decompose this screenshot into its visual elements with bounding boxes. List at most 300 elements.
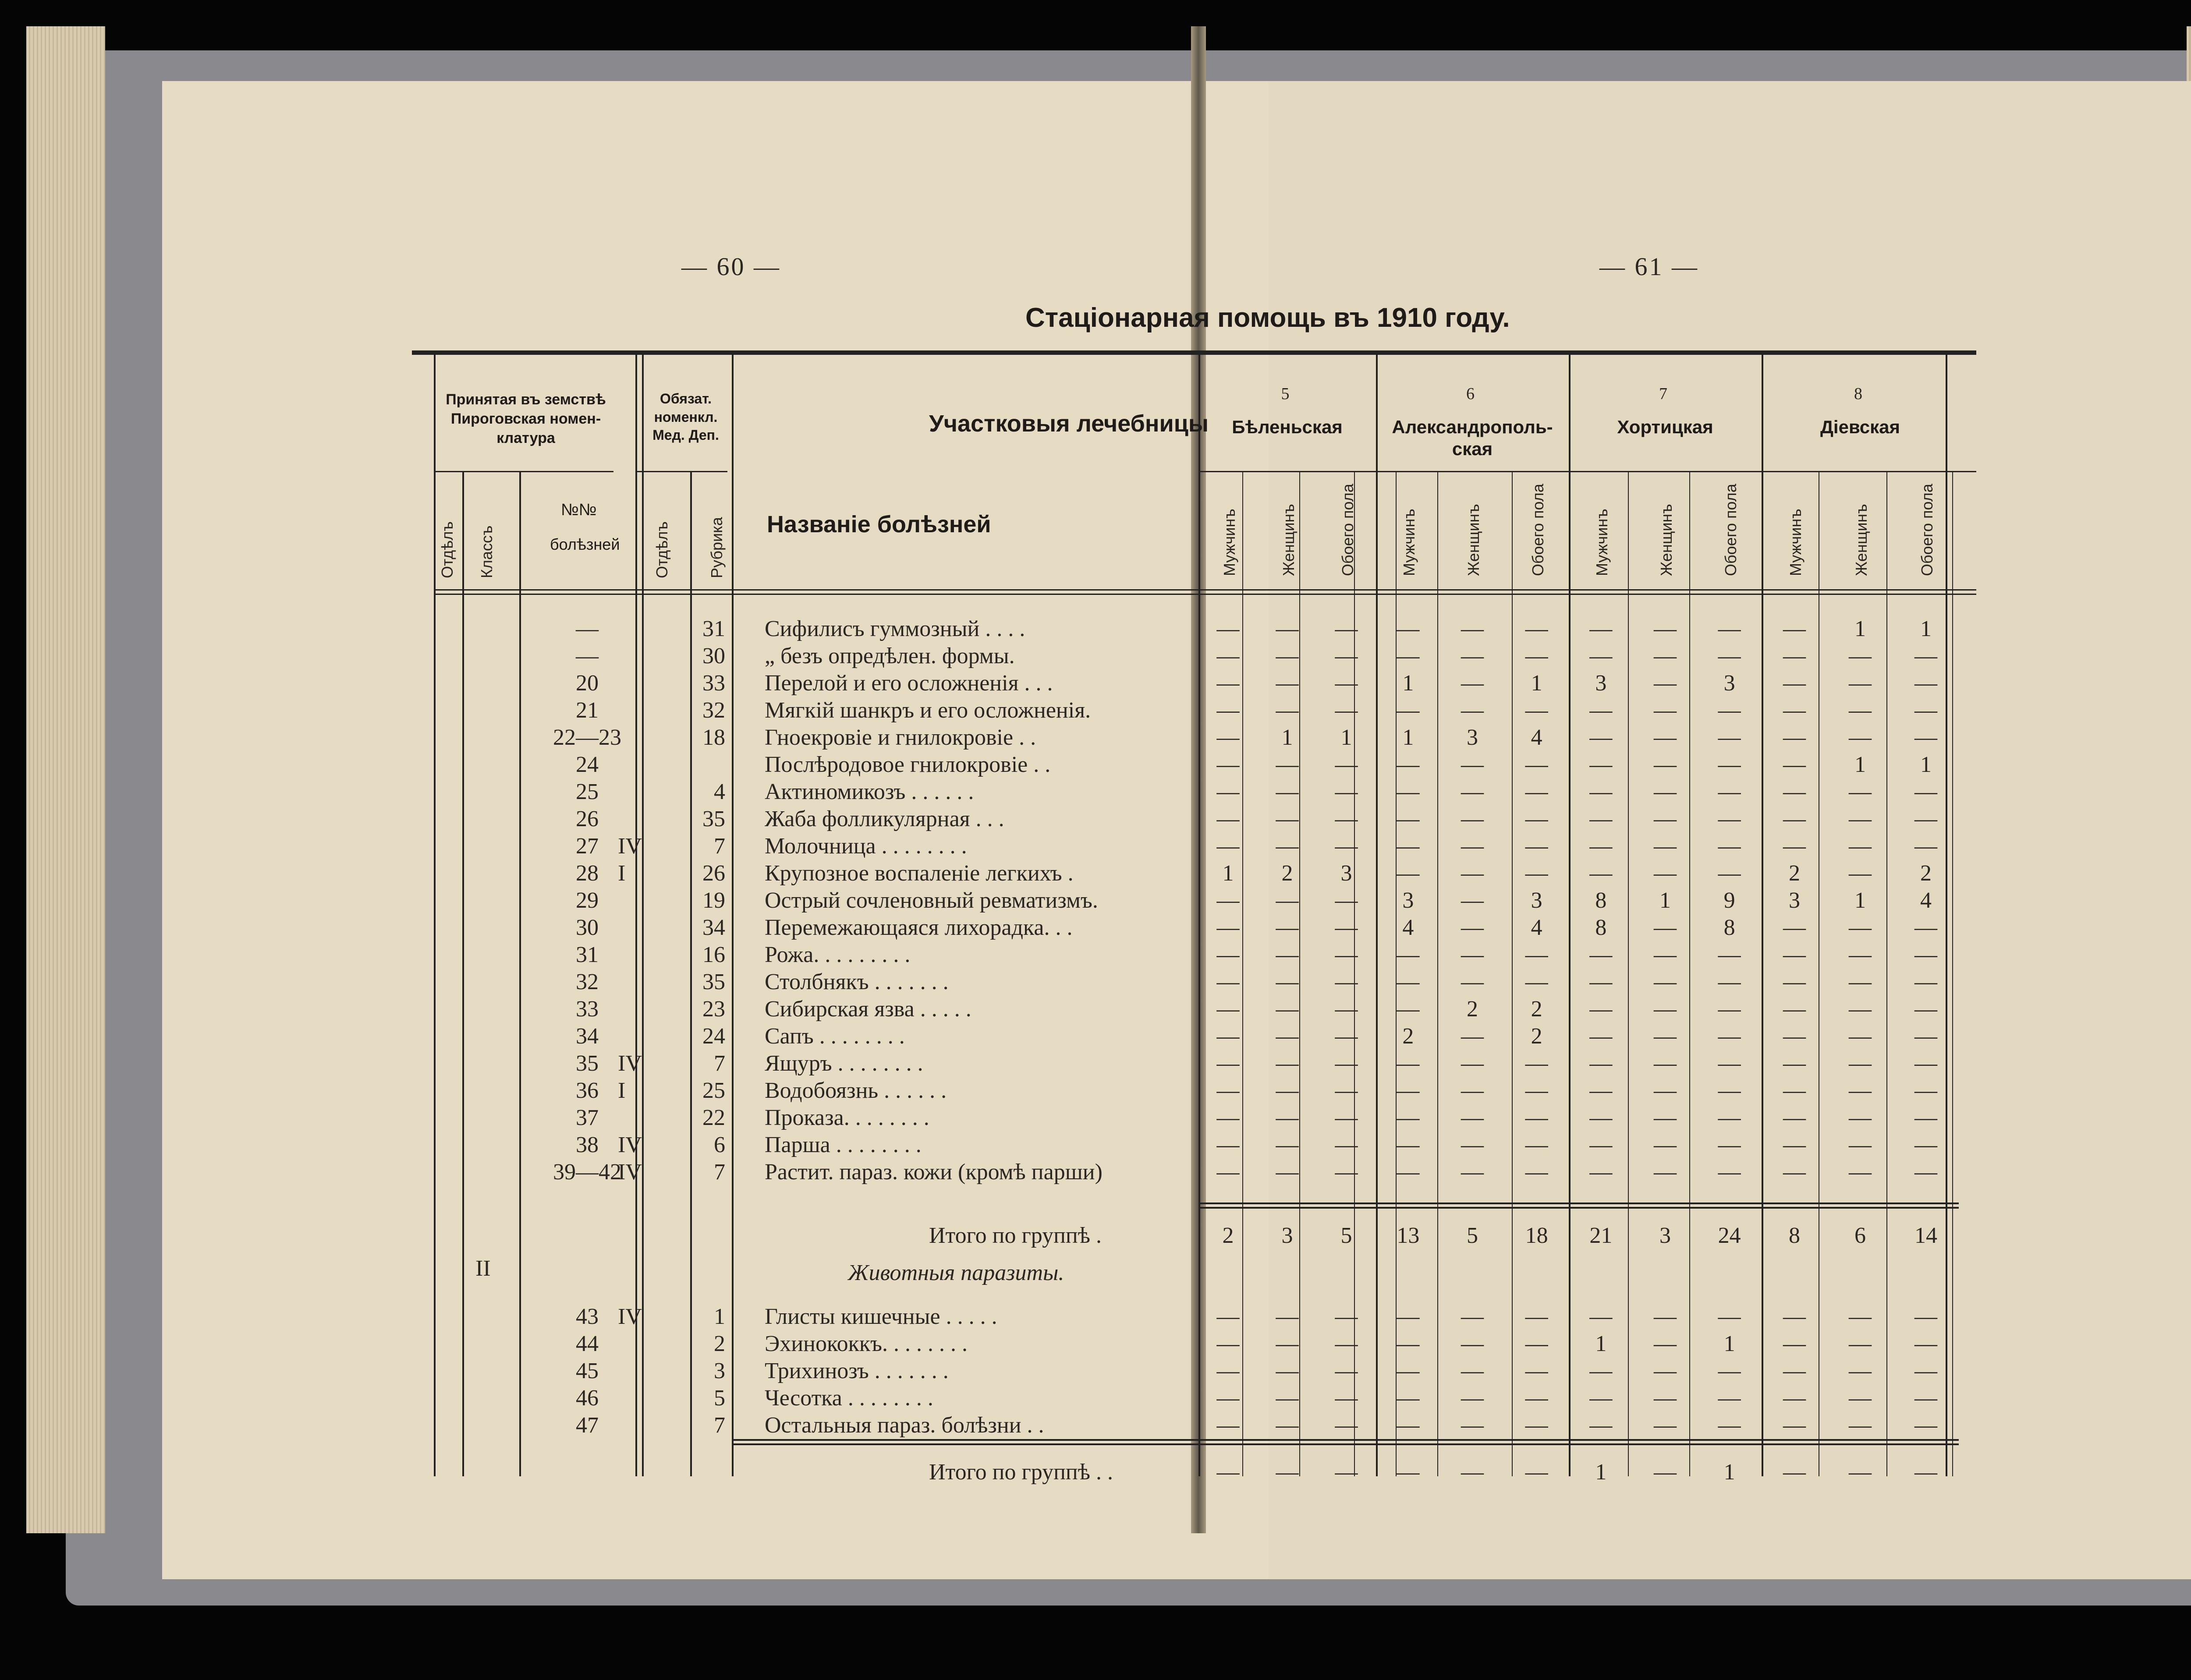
row-a-0-value-3: — <box>1335 616 1358 641</box>
row-a-18-value-8: — <box>1654 1105 1677 1130</box>
row-b-2-value-2: — <box>1276 1358 1299 1383</box>
total-1-value-12: 14 <box>1914 1223 1937 1248</box>
sex-header-2: Женщинъ <box>1657 504 1675 576</box>
total-2-value-12: — <box>1914 1460 1937 1485</box>
row-a-3-value-8: — <box>1654 698 1677 723</box>
row-a-8-value-11: — <box>1849 834 1872 859</box>
row-a-10-value-9: 9 <box>1723 888 1735 913</box>
row-a-3-value-4: — <box>1397 698 1420 723</box>
row-a-13-value-9: — <box>1718 969 1741 994</box>
row-b-3-value-1: — <box>1216 1386 1240 1411</box>
row-a-16-otdel: IV <box>618 1051 642 1076</box>
total-2-value-8: — <box>1654 1460 1677 1485</box>
row-b-4-value-9: — <box>1718 1413 1741 1438</box>
row-b-2-value-5: — <box>1461 1358 1484 1383</box>
row-a-3-value-2: — <box>1276 698 1299 723</box>
header-nn-sub: болѣзней <box>550 535 620 553</box>
data-column-rule <box>1512 471 1513 1476</box>
header-obyazat: Обязат. номенкл. Мед. Деп. <box>652 391 719 443</box>
total-1-value-4: 13 <box>1397 1223 1420 1248</box>
row-a-7-value-10: — <box>1783 806 1806 831</box>
row-a-18-name: Проказа. . . . . . . . <box>765 1105 929 1130</box>
row-a-10-nn: 29 <box>576 888 599 913</box>
row-b-4-value-3: — <box>1335 1413 1358 1438</box>
row-b-3-value-2: — <box>1276 1386 1299 1411</box>
sex-header-2: Женщинъ <box>1852 504 1870 576</box>
hospital-5-name: Бѣленьская <box>1232 417 1343 437</box>
row-a-11-value-10: — <box>1783 915 1806 940</box>
row-b-3-nn: 46 <box>576 1386 599 1411</box>
row-a-8-value-7: — <box>1589 834 1613 859</box>
total-2-value-1: — <box>1216 1460 1240 1485</box>
row-a-2-value-1: — <box>1216 671 1240 696</box>
row-a-15-nn: 34 <box>576 1024 599 1049</box>
row-b-2-value-7: — <box>1589 1358 1613 1383</box>
row-a-4-value-8: — <box>1654 725 1677 750</box>
sex-header-3: Обоего пола <box>1918 484 1936 576</box>
row-a-3-nn: 21 <box>576 698 599 723</box>
sex-header-1: Мужчинъ <box>1787 509 1805 576</box>
row-a-6-rubrika: 4 <box>714 779 725 804</box>
row-a-15-value-9: — <box>1718 1024 1741 1049</box>
row-b-1-value-5: — <box>1461 1331 1484 1356</box>
row-a-14-nn: 33 <box>576 997 599 1022</box>
total-2-label: Итого по группѣ . . <box>929 1460 1113 1485</box>
row-a-7-value-9: — <box>1718 806 1741 831</box>
row-a-19-value-10: — <box>1783 1132 1806 1157</box>
total-2-value-2: — <box>1276 1460 1299 1485</box>
row-a-11-value-9: 8 <box>1723 915 1735 940</box>
row-a-18-value-6: — <box>1525 1105 1548 1130</box>
row-a-3-value-5: — <box>1461 698 1484 723</box>
total-1-value-6: 18 <box>1525 1223 1548 1248</box>
row-b-4-name: Остальныя параз. болѣзни . . <box>765 1413 1044 1438</box>
data-column-rule <box>1569 471 1570 1476</box>
row-a-10-value-6: 3 <box>1531 888 1542 913</box>
row-a-17-value-10: — <box>1783 1078 1806 1103</box>
row-b-1-rubrika: 2 <box>714 1331 725 1356</box>
row-a-0-value-8: — <box>1654 616 1677 641</box>
row-a-15-value-10: — <box>1783 1024 1806 1049</box>
row-b-2-value-3: — <box>1335 1358 1358 1383</box>
row-a-4-value-3: 1 <box>1340 725 1352 750</box>
row-a-9-value-4: — <box>1397 861 1420 886</box>
total-1-value-3: 5 <box>1340 1223 1352 1248</box>
row-a-9-value-7: — <box>1589 861 1613 886</box>
row-a-8-value-8: — <box>1654 834 1677 859</box>
row-a-3-rubrika: 32 <box>702 698 725 723</box>
row-a-10-value-10: 3 <box>1789 888 1800 913</box>
row-a-18-nn: 37 <box>576 1105 599 1130</box>
row-a-10-value-2: — <box>1276 888 1299 913</box>
row-b-2-rubrika: 3 <box>714 1358 725 1383</box>
row-a-14-value-4: — <box>1397 997 1420 1022</box>
row-a-11-rubrika: 34 <box>702 915 725 940</box>
header-klass: Классъ <box>478 525 496 578</box>
row-a-8-value-9: — <box>1718 834 1741 859</box>
row-a-14-value-11: — <box>1849 997 1872 1022</box>
row-a-19-value-9: — <box>1718 1132 1741 1157</box>
row-a-3-name: Мягкій шанкръ и его осложненія. <box>765 698 1091 723</box>
total-2-value-5: — <box>1461 1460 1484 1485</box>
row-b-4-value-10: — <box>1783 1413 1806 1438</box>
row-a-10-value-8: 1 <box>1659 888 1671 913</box>
row-a-9-value-12: 2 <box>1920 861 1932 886</box>
row-a-4-value-5: 3 <box>1467 725 1478 750</box>
row-a-5-value-11: 1 <box>1854 752 1866 777</box>
row-a-9-value-1: 1 <box>1222 861 1234 886</box>
row-b-2-value-4: — <box>1397 1358 1420 1383</box>
row-a-2-value-10: — <box>1783 671 1806 696</box>
header-bottom-rule <box>434 594 1976 595</box>
row-a-12-name: Рожа. . . . . . . . . <box>765 942 911 967</box>
row-a-1-value-2: — <box>1276 644 1299 668</box>
row-b-2-value-9: — <box>1718 1358 1741 1383</box>
row-a-8-value-4: — <box>1397 834 1420 859</box>
row-a-18-value-9: — <box>1718 1105 1741 1130</box>
row-a-20-rubrika: 7 <box>714 1160 725 1185</box>
row-a-7-value-1: — <box>1216 806 1240 831</box>
column-rule <box>690 471 692 1476</box>
row-a-11-value-2: — <box>1276 915 1299 940</box>
row-b-4-value-11: — <box>1849 1413 1872 1438</box>
row-a-19-value-5: — <box>1461 1132 1484 1157</box>
total-2-value-10: — <box>1783 1460 1806 1485</box>
row-a-17-value-1: — <box>1216 1078 1240 1103</box>
row-a-11-name: Перемежающаяся лихорадка. . . <box>765 915 1073 940</box>
total-1-value-8: 3 <box>1659 1223 1671 1248</box>
row-a-18-rubrika: 22 <box>702 1105 725 1130</box>
row-a-16-value-8: — <box>1654 1051 1677 1076</box>
group-2-label: Животныя паразиты. <box>848 1260 1064 1285</box>
row-a-16-value-7: — <box>1589 1051 1613 1076</box>
row-a-9-value-5: — <box>1461 861 1484 886</box>
row-a-9-otdel: I <box>618 861 626 886</box>
row-a-6-value-3: — <box>1335 779 1358 804</box>
row-a-13-value-10: — <box>1783 969 1806 994</box>
row-a-0-value-2: — <box>1276 616 1299 641</box>
row-a-16-value-12: — <box>1914 1051 1937 1076</box>
row-a-2-value-3: — <box>1335 671 1358 696</box>
header-pirogov: Принятая въ земствѣ Пироговская номен-клатура <box>446 391 606 447</box>
row-a-11-value-12: — <box>1914 915 1937 940</box>
row-a-7-value-3: — <box>1335 806 1358 831</box>
data-column-rule <box>1299 471 1300 1476</box>
row-a-18-value-10: — <box>1783 1105 1806 1130</box>
row-a-7-value-5: — <box>1461 806 1484 831</box>
row-b-1-value-8: — <box>1654 1331 1677 1356</box>
row-a-4-value-4: 1 <box>1402 725 1414 750</box>
row-a-5-value-12: 1 <box>1920 752 1932 777</box>
row-a-13-nn: 32 <box>576 969 599 994</box>
row-a-19-value-7: — <box>1589 1132 1613 1157</box>
row-a-12-value-6: — <box>1525 942 1548 967</box>
sex-header-1: Мужчинъ <box>1400 509 1418 576</box>
row-b-0-value-9: — <box>1718 1304 1741 1329</box>
row-b-1-value-10: — <box>1783 1331 1806 1356</box>
row-a-1-value-3: — <box>1335 644 1358 668</box>
row-a-19-value-3: — <box>1335 1132 1358 1157</box>
sex-header-3: Обоего пола <box>1528 484 1547 576</box>
row-b-1-nn: 44 <box>576 1331 599 1356</box>
row-b-4-value-4: — <box>1397 1413 1420 1438</box>
row-a-11-value-5: — <box>1461 915 1484 940</box>
total-2-value-7: 1 <box>1595 1460 1607 1485</box>
row-a-1-value-6: — <box>1525 644 1548 668</box>
row-a-7-value-4: — <box>1397 806 1420 831</box>
row-a-2-value-12: — <box>1914 671 1937 696</box>
row-a-5-nn: 24 <box>576 752 599 777</box>
row-a-19-value-4: — <box>1397 1132 1420 1157</box>
row-a-15-value-2: — <box>1276 1024 1299 1049</box>
row-a-3-value-1: — <box>1216 698 1240 723</box>
row-a-9-nn: 28 <box>576 861 599 886</box>
row-a-6-nn: 25 <box>576 779 599 804</box>
row-b-2-value-6: — <box>1525 1358 1548 1383</box>
row-a-4-value-6: 4 <box>1531 725 1542 750</box>
row-b-1-value-6: — <box>1525 1331 1548 1356</box>
row-a-17-value-7: — <box>1589 1078 1613 1103</box>
row-b-3-value-8: — <box>1654 1386 1677 1411</box>
row-a-8-value-2: — <box>1276 834 1299 859</box>
row-a-13-value-2: — <box>1276 969 1299 994</box>
hospital-8-name: Діевская <box>1820 417 1900 437</box>
row-b-4-value-6: — <box>1525 1413 1548 1438</box>
row-a-10-value-11: 1 <box>1854 888 1866 913</box>
row-a-12-value-9: — <box>1718 942 1741 967</box>
row-b-4-nn: 47 <box>576 1413 599 1438</box>
total-2-value-9: 1 <box>1723 1460 1735 1485</box>
row-a-5-value-7: — <box>1589 752 1613 777</box>
header-rule <box>635 471 727 472</box>
row-a-3-value-11: — <box>1849 698 1872 723</box>
row-a-6-name: Актиномикозъ . . . . . . <box>765 779 974 804</box>
row-a-16-nn: 35 <box>576 1051 599 1076</box>
row-a-3-value-12: — <box>1914 698 1937 723</box>
row-b-0-otdel: IV <box>618 1304 642 1329</box>
row-a-17-value-12: — <box>1914 1078 1937 1103</box>
row-a-12-value-4: — <box>1397 942 1420 967</box>
row-a-10-value-5: — <box>1461 888 1484 913</box>
row-a-10-value-3: — <box>1335 888 1358 913</box>
row-a-17-value-9: — <box>1718 1078 1741 1103</box>
row-a-11-value-11: — <box>1849 915 1872 940</box>
row-a-17-value-3: — <box>1335 1078 1358 1103</box>
row-a-13-value-6: — <box>1525 969 1548 994</box>
row-b-4-value-1: — <box>1216 1413 1240 1438</box>
row-b-3-value-4: — <box>1397 1386 1420 1411</box>
row-a-7-value-7: — <box>1589 806 1613 831</box>
row-a-5-value-4: — <box>1397 752 1420 777</box>
row-a-17-value-2: — <box>1276 1078 1299 1103</box>
header-nazvanie: Названіе болѣзней <box>767 511 991 538</box>
column-rule <box>642 350 644 1476</box>
sex-header-1: Мужчинъ <box>1220 509 1238 576</box>
row-a-14-value-3: — <box>1335 997 1358 1022</box>
row-a-18-value-11: — <box>1849 1105 1872 1130</box>
row-a-4-nn: 22—23 <box>553 725 621 750</box>
data-column-rule <box>1886 471 1887 1476</box>
row-a-3-value-10: — <box>1783 698 1806 723</box>
row-a-2-value-9: 3 <box>1723 671 1735 696</box>
data-column-rule <box>1628 471 1629 1476</box>
row-a-13-value-7: — <box>1589 969 1613 994</box>
row-a-12-value-1: — <box>1216 942 1240 967</box>
row-a-15-name: Сапъ . . . . . . . . <box>765 1024 905 1049</box>
total-1-value-2: 3 <box>1281 1223 1293 1248</box>
row-a-4-value-12: — <box>1914 725 1937 750</box>
row-a-12-value-11: — <box>1849 942 1872 967</box>
row-a-9-value-2: 2 <box>1281 861 1293 886</box>
row-a-20-value-8: — <box>1654 1160 1677 1185</box>
row-a-5-value-10: — <box>1783 752 1806 777</box>
column-rule <box>519 471 521 1476</box>
total-rule <box>732 1443 1959 1445</box>
page-number-right: — 61 — <box>1599 252 1699 281</box>
hospital-7-name: Хортицкая <box>1617 417 1713 437</box>
row-a-5-value-9: — <box>1718 752 1741 777</box>
row-a-18-value-2: — <box>1276 1105 1299 1130</box>
row-a-19-value-8: — <box>1654 1132 1677 1157</box>
row-a-19-value-12: — <box>1914 1132 1937 1157</box>
row-b-1-value-3: — <box>1335 1331 1358 1356</box>
column-rule <box>462 471 464 1476</box>
row-a-7-name: Жаба фолликулярная . . . <box>765 806 1004 831</box>
row-a-13-value-1: — <box>1216 969 1240 994</box>
row-a-1-value-11: — <box>1849 644 1872 668</box>
row-a-9-value-11: — <box>1849 861 1872 886</box>
row-a-10-value-1: — <box>1216 888 1240 913</box>
row-b-2-value-8: — <box>1654 1358 1677 1383</box>
row-a-10-name: Острый сочленовный ревматизмъ. <box>765 888 1098 913</box>
row-a-8-otdel: IV <box>618 834 642 859</box>
row-a-0-value-5: — <box>1461 616 1484 641</box>
row-a-0-value-4: — <box>1397 616 1420 641</box>
total-1-label: Итого по группѣ . <box>929 1223 1102 1248</box>
row-a-20-nn: 39—42 <box>553 1160 621 1185</box>
total-rule <box>732 1439 1959 1441</box>
row-a-8-value-6: — <box>1525 834 1548 859</box>
row-a-12-value-7: — <box>1589 942 1613 967</box>
row-b-4-value-2: — <box>1276 1413 1299 1438</box>
row-b-3-value-5: — <box>1461 1386 1484 1411</box>
row-a-7-value-6: — <box>1525 806 1548 831</box>
row-a-6-value-4: — <box>1397 779 1420 804</box>
column-rule <box>732 350 734 1476</box>
row-a-6-value-1: — <box>1216 779 1240 804</box>
row-a-6-value-9: — <box>1718 779 1741 804</box>
row-a-14-value-7: — <box>1589 997 1613 1022</box>
row-a-0-value-12: 1 <box>1920 616 1932 641</box>
row-a-16-value-1: — <box>1216 1051 1240 1076</box>
row-a-4-value-10: — <box>1783 725 1806 750</box>
total-2-value-11: — <box>1849 1460 1872 1485</box>
row-a-7-value-8: — <box>1654 806 1677 831</box>
row-a-12-value-12: — <box>1914 942 1937 967</box>
row-a-14-name: Сибирская язва . . . . . <box>765 997 971 1022</box>
row-a-19-nn: 38 <box>576 1132 599 1157</box>
row-a-4-value-2: 1 <box>1281 725 1293 750</box>
row-b-0-nn: 43 <box>576 1304 599 1329</box>
row-b-3-name: Чесотка . . . . . . . . <box>765 1386 933 1411</box>
row-b-0-name: Глисты кишечные . . . . . <box>765 1304 997 1329</box>
row-a-3-value-9: — <box>1718 698 1741 723</box>
row-a-12-rubrika: 16 <box>702 942 725 967</box>
row-a-9-value-6: — <box>1525 861 1548 886</box>
row-a-0-value-10: — <box>1783 616 1806 641</box>
row-b-1-value-12: — <box>1914 1331 1937 1356</box>
row-a-8-name: Молочница . . . . . . . . <box>765 834 967 859</box>
row-b-0-value-12: — <box>1914 1304 1937 1329</box>
row-b-4-rubrika: 7 <box>714 1413 725 1438</box>
sex-header-3: Обоего пола <box>1338 484 1357 576</box>
data-column-rule <box>1242 471 1243 1476</box>
row-a-8-rubrika: 7 <box>714 834 725 859</box>
hospital-column-rule <box>1946 350 1947 1476</box>
row-a-20-value-4: — <box>1397 1160 1420 1185</box>
row-b-3-value-12: — <box>1914 1386 1937 1411</box>
row-a-17-value-5: — <box>1461 1078 1484 1103</box>
total-rule <box>1198 1203 1959 1204</box>
row-a-14-value-6: 2 <box>1531 997 1542 1022</box>
total-1-value-1: 2 <box>1222 1223 1234 1248</box>
row-a-20-value-3: — <box>1335 1160 1358 1185</box>
row-b-2-value-1: — <box>1216 1358 1240 1383</box>
row-a-13-name: Столбнякъ . . . . . . . <box>765 969 949 994</box>
row-a-12-value-8: — <box>1654 942 1677 967</box>
row-b-0-value-8: — <box>1654 1304 1677 1329</box>
row-a-16-value-6: — <box>1525 1051 1548 1076</box>
row-b-1-value-7: 1 <box>1595 1331 1607 1356</box>
row-a-1-value-7: — <box>1589 644 1613 668</box>
row-a-11-value-4: 4 <box>1402 915 1414 940</box>
sex-header-3: Обоего пола <box>1721 484 1740 576</box>
row-a-9-value-3: 3 <box>1340 861 1352 886</box>
row-a-7-value-2: — <box>1276 806 1299 831</box>
header-rubrika: Рубрика <box>708 517 726 578</box>
row-b-3-value-10: — <box>1783 1386 1806 1411</box>
row-b-1-value-1: — <box>1216 1331 1240 1356</box>
data-column-rule <box>1198 471 1199 1476</box>
header-otdel: Отдѣлъ <box>438 521 456 578</box>
row-a-6-value-12: — <box>1914 779 1937 804</box>
row-b-3-value-7: — <box>1589 1386 1613 1411</box>
row-a-11-nn: 30 <box>576 915 599 940</box>
hospital-column-rule <box>1376 350 1378 1476</box>
hospital-5-number: 5 <box>1281 385 1290 403</box>
row-a-17-otdel: I <box>618 1078 626 1103</box>
header-rule <box>1198 471 1976 472</box>
row-a-8-value-3: — <box>1335 834 1358 859</box>
row-a-17-value-6: — <box>1525 1078 1548 1103</box>
row-a-20-value-1: — <box>1216 1160 1240 1185</box>
row-a-8-value-10: — <box>1783 834 1806 859</box>
row-a-0-name: Сифилисъ гуммозный . . . . <box>765 616 1025 641</box>
row-b-0-value-1: — <box>1216 1304 1240 1329</box>
row-a-19-value-11: — <box>1849 1132 1872 1157</box>
row-a-6-value-6: — <box>1525 779 1548 804</box>
row-a-11-value-1: — <box>1216 915 1240 940</box>
row-a-5-value-1: — <box>1216 752 1240 777</box>
row-b-0-value-5: — <box>1461 1304 1484 1329</box>
row-a-7-nn: 26 <box>576 806 599 831</box>
row-a-6-value-5: — <box>1461 779 1484 804</box>
row-a-11-value-3: — <box>1335 915 1358 940</box>
row-a-17-name: Водобоязнь . . . . . . <box>765 1078 947 1103</box>
row-a-13-value-3: — <box>1335 969 1358 994</box>
row-a-19-rubrika: 6 <box>714 1132 725 1157</box>
row-b-4-value-12: — <box>1914 1413 1937 1438</box>
